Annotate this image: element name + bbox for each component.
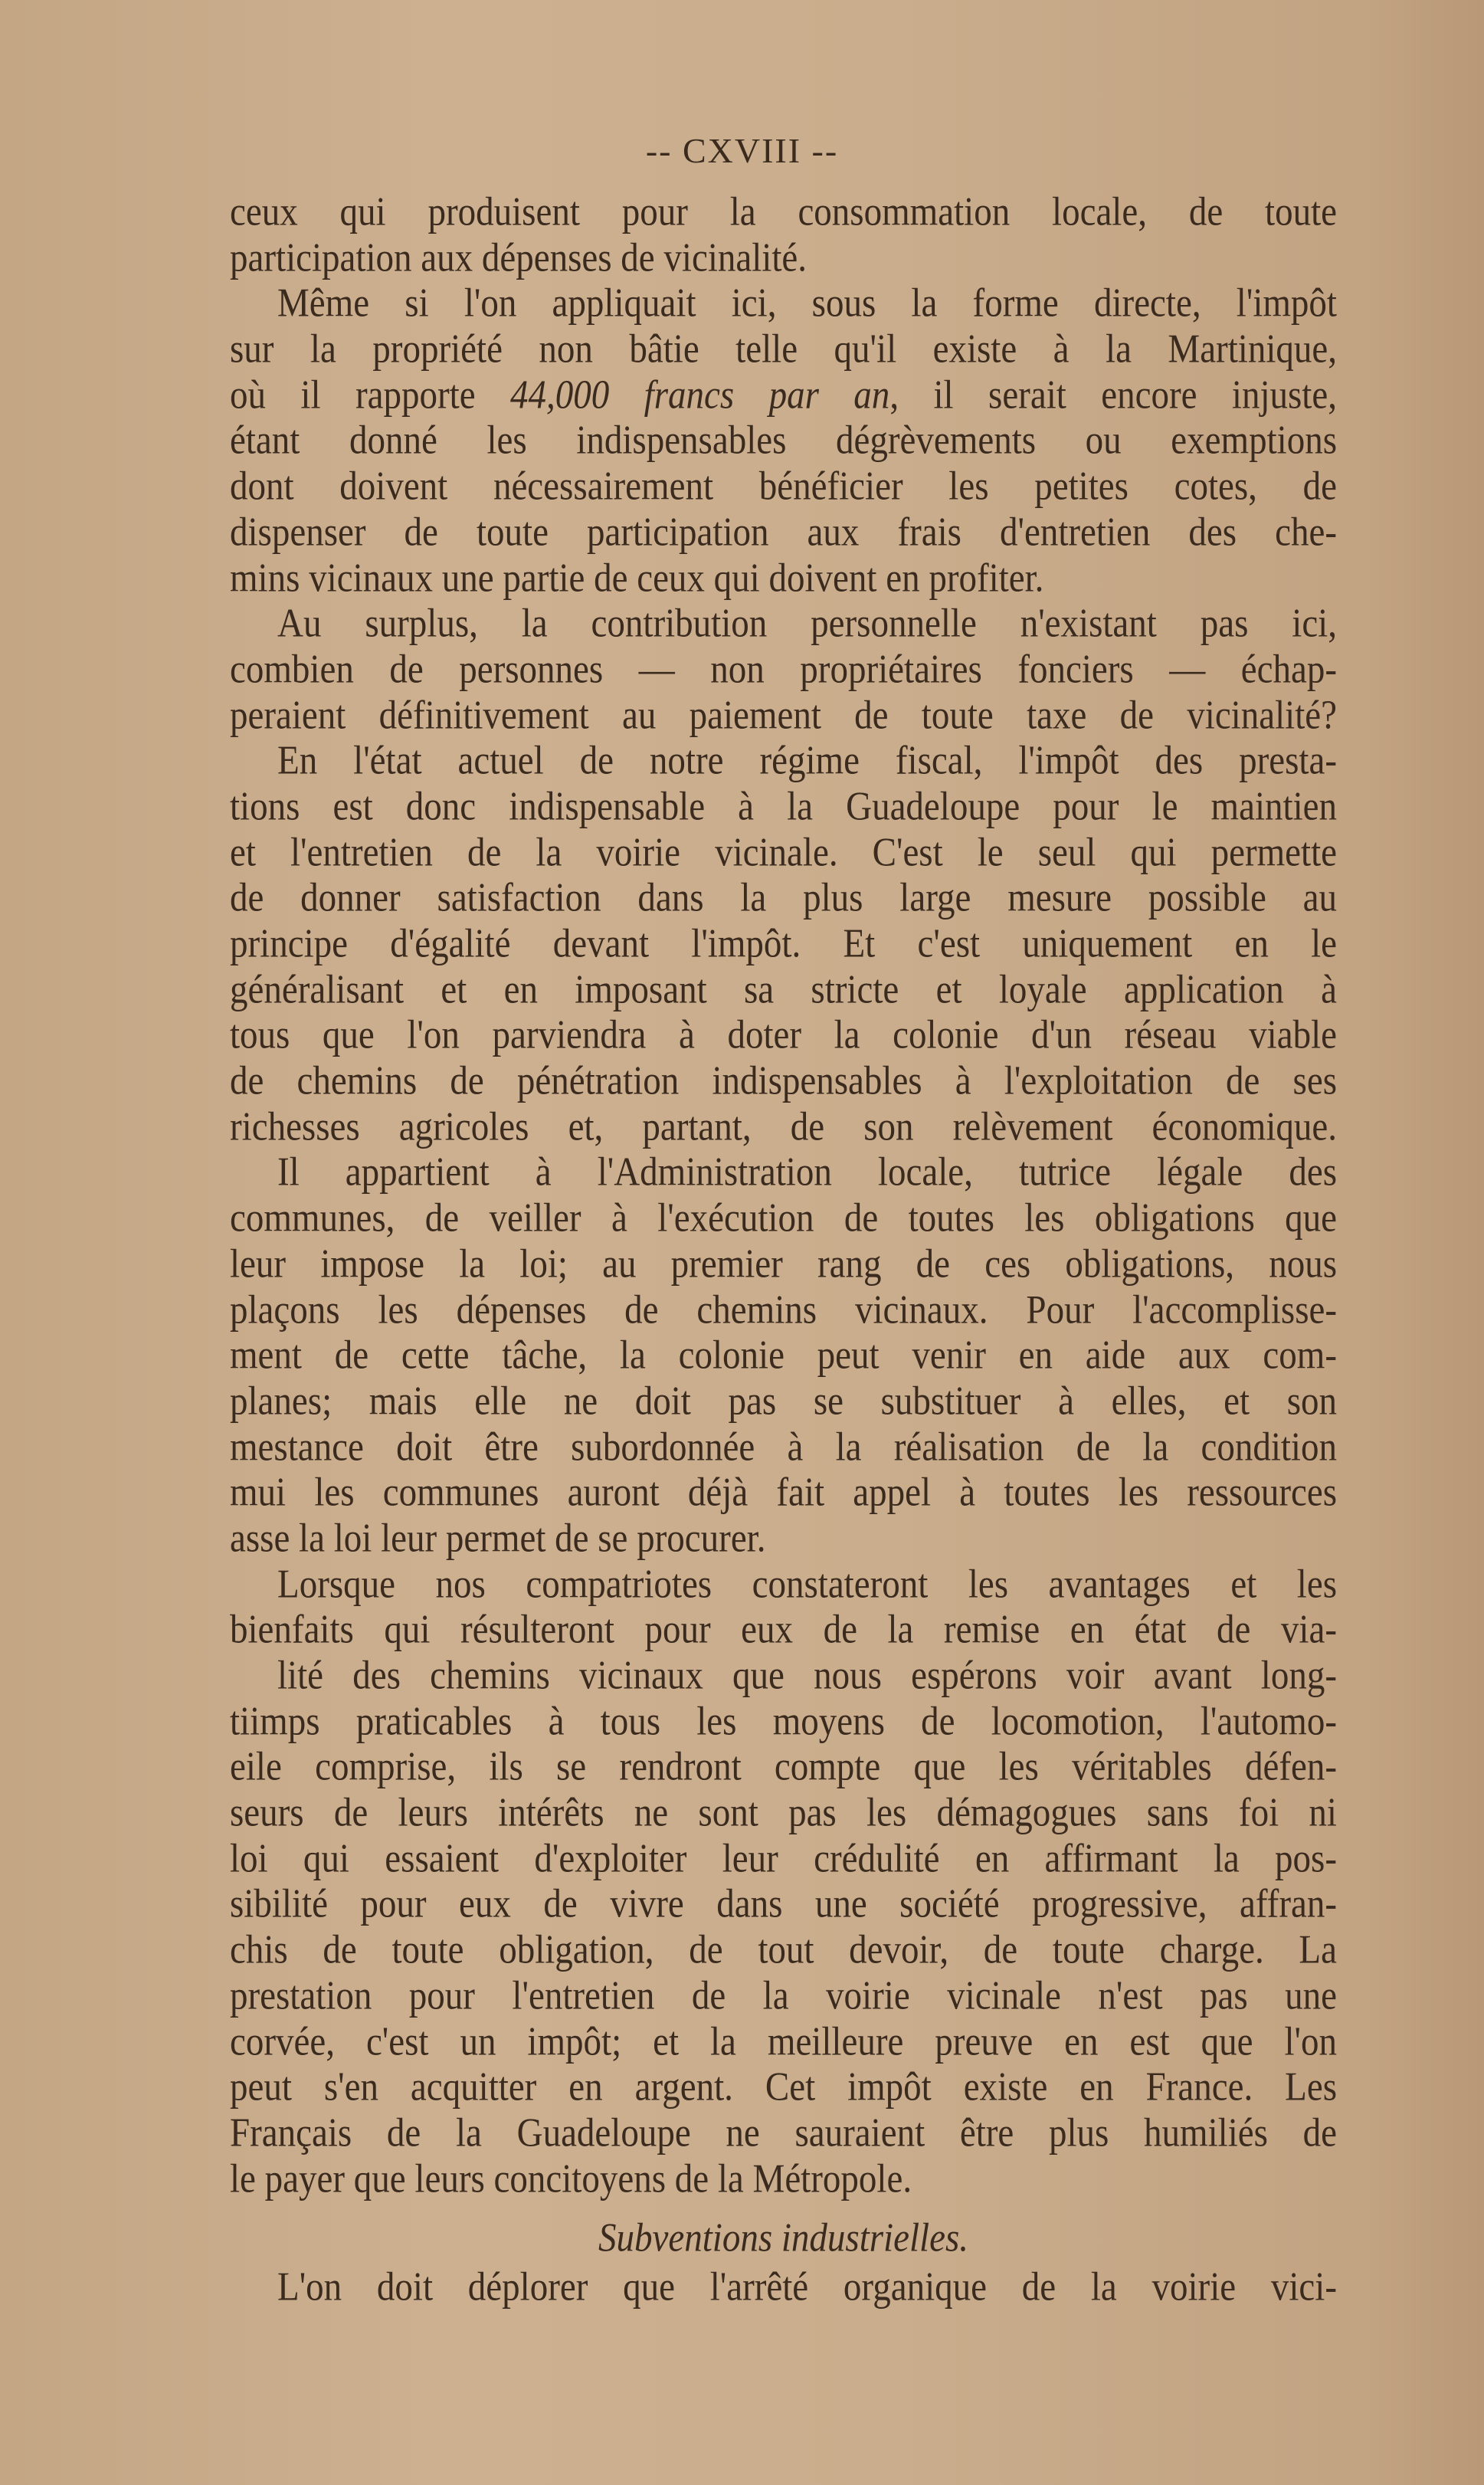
text-line: tous que l'on parviendra à doter la colonie d'un réseau viable <box>230 1013 1337 1058</box>
text-line: participation aux dépenses de vicinalité. <box>230 235 808 280</box>
section-heading: Subventions industrielles. <box>598 2216 968 2261</box>
text-line: de donner satisfaction dans la plus large mesure possible au <box>230 876 1337 921</box>
text-line: sur la propriété non bâtie telle qu'il existe à la Martinique, <box>230 326 1337 372</box>
text-line: En l'état actuel de notre régime fiscal, l'impôt des presta- <box>277 739 1337 784</box>
text-line: dispenser de toute participation aux frais d'entretien des che- <box>230 510 1337 555</box>
text-span: , il serait encore injuste, <box>889 372 1337 418</box>
text-line <box>230 370 1337 421</box>
text-line: Même si l'on appliquait ici, sous la forme directe, l'impôt <box>277 281 1337 326</box>
text-line: Il appartient à l'Administration locale, tutrice légale des <box>277 1150 1337 1195</box>
text-line: tions est donc indispensable à la Guadeloupe pour le maintien <box>230 784 1337 829</box>
text-line: ceux qui produisent pour la consommation locale, de toute <box>230 189 1337 235</box>
text-line: loi qui essaient d'exploiter leur crédulité en affirmant la pos- <box>230 1836 1337 1881</box>
text-line: Français de la Guadeloupe ne sauraient être plus humiliés de <box>230 2110 1337 2156</box>
text-line: peut s'en acquitter en argent. Cet impôt existe en France. Les <box>230 2064 1337 2110</box>
text-line: Lorsque nos compatriotes constateront les avantages et les <box>277 1562 1337 1607</box>
text-line: seurs de leurs intérêts ne sont pas les démagogues sans foi ni <box>230 1790 1337 1836</box>
text-line: et l'entretien de la voirie vicinale. C'est le seul qui permette <box>230 830 1337 875</box>
text-line: L'on doit déplorer que l'arrêté organique de la voirie vici- <box>277 2264 1337 2310</box>
text-line: communes, de veiller à l'exécution de toutes les obligations que <box>230 1195 1337 1241</box>
text-line: asse la loi leur permet de se procurer. <box>230 1516 766 1561</box>
text-line: corvée, c'est un impôt; et la meilleure preuve en est que l'on <box>230 2019 1337 2064</box>
text-line: richesses agricoles et, partant, de son relèvement économique. <box>230 1104 1337 1149</box>
text-line: combien de personnes — non propriétaires fonciers — échap- <box>230 647 1337 692</box>
text-line: Au surplus, la contribution personnelle n'existant pas ici, <box>277 601 1337 647</box>
text-line: tiimps praticables à tous les moyens de locomotion, l'automo- <box>230 1699 1337 1744</box>
text-line: mins vicinaux une partie de ceux qui doivent en profiter. <box>230 556 1044 601</box>
text-line: sibilité pour eux de vivre dans une société progressive, affran- <box>230 1882 1337 1927</box>
text-line: planes; mais elle ne doit pas se substituer à elles, et son <box>230 1379 1337 1424</box>
text-span: où il rapporte <box>230 372 510 418</box>
text-line: lité des chemins vicinaux que nous espérons voir avant long- <box>277 1653 1337 1699</box>
text-line: ment de cette tâche, la colonie peut venir en aide aux com- <box>230 1333 1337 1379</box>
text-line: prestation pour l'entretien de la voirie vicinale n'est pas une <box>230 1973 1337 2018</box>
page-number: -- CXVIII -- <box>645 131 839 170</box>
text-line: leur impose la loi; au premier rang de ces obligations, nous <box>230 1241 1337 1287</box>
body-text <box>230 190 1337 2311</box>
text-line: chis de toute obligation, de tout devoir, de toute charge. La <box>230 1927 1337 1973</box>
text-line: mestance doit être subordonnée à la réalisation de la condition <box>230 1424 1337 1470</box>
italic-amount: 44,000 francs par an <box>509 372 890 418</box>
text-line: mui les communes auront déjà fait appel à toutes les ressources <box>230 1470 1337 1516</box>
text-line: de chemins de pénétration indispensables à l'exploitation de ses <box>230 1058 1337 1104</box>
text-line: étant donné les indispensables dégrèvements ou exemptions <box>230 418 1337 464</box>
text-line: eile comprise, ils se rendront compte que les véritables défen- <box>230 1745 1337 1790</box>
text-line: plaçons les dépenses de chemins vicinaux. Pour l'accomplisse- <box>230 1287 1337 1333</box>
text-line: le payer que leurs concitoyens de la Métropole. <box>230 2156 912 2201</box>
text-line: dont doivent nécessairement bénéficier les petites cotes, de <box>230 464 1337 510</box>
text-line: principe d'égalité devant l'impôt. Et c'est uniquement en le <box>230 921 1337 967</box>
text-line: bienfaits qui résulteront pour eux de la remise en état de via- <box>230 1608 1337 1653</box>
text-line: peraient définitivement au paiement de toute taxe de vicinalité? <box>230 693 1337 738</box>
text-line: généralisant et en imposant sa stricte et loyale application à <box>230 967 1337 1012</box>
